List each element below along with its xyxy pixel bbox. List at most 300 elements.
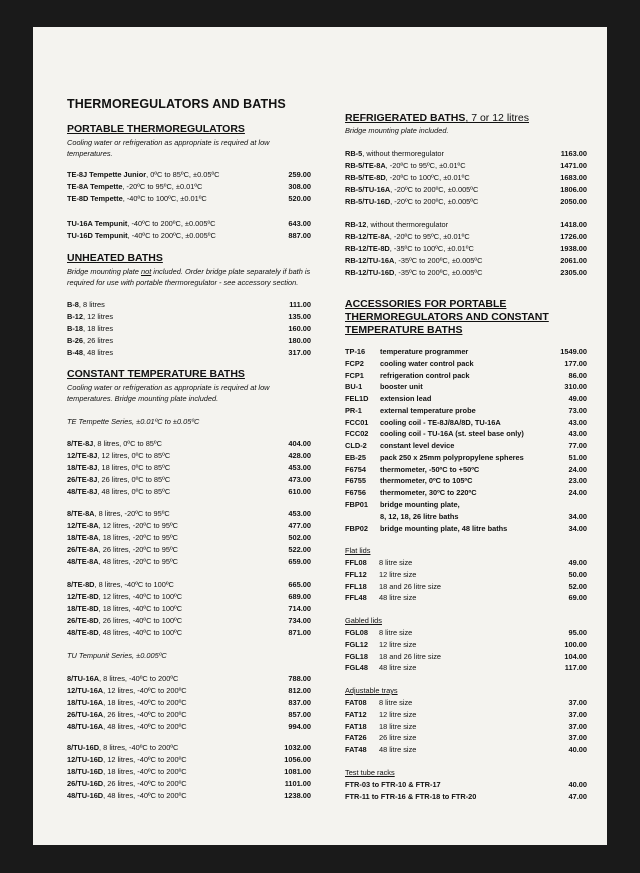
product-description: , 18 litres, -40ºC to 100ºC (98, 604, 183, 613)
product-code: 8/TE-8D (67, 580, 95, 589)
product-description: , -20ºC to 100ºC, ±0.01ºC (385, 173, 470, 182)
product-description: , 48 litres, -40ºC to 200ºC (103, 722, 187, 731)
te-series-label: TE Tempette Series, ±0.01ºC to ±0.05ºC (67, 417, 200, 426)
product-price: 52.00 (568, 581, 587, 591)
product-description: external temperature probe (380, 405, 476, 415)
product-code: 8/TE-8J (67, 439, 94, 448)
price-row (345, 196, 587, 208)
product-description: , 18 litres, 0ºC to 85ºC (97, 463, 171, 472)
product-description: , 8 litres, -40ºC to 100ºC (94, 580, 174, 589)
unheated-heading: UNHEATED BATHS (67, 252, 163, 264)
product-description: , 12 litres, -40ºC to 200ºC (103, 755, 187, 764)
portable-note: Cooling water or refrigeration as appropriate is required at low temperatures. (67, 138, 270, 158)
product-code: 8/TU-16A (67, 674, 100, 683)
product-code: FAT48 (345, 745, 367, 754)
price-row (345, 440, 587, 452)
page-title: THERMOREGULATORS AND BATHS (67, 97, 286, 111)
product-code: 18/TU-16D (67, 767, 104, 776)
price-row (67, 450, 311, 462)
product-code: FCC01 (345, 417, 369, 427)
price-row (345, 219, 587, 231)
product-code: RB-5/TE-8D (345, 173, 386, 182)
product-description: , -20ºC to 95ºC, ±0.01ºC (385, 161, 466, 170)
product-price: 1238.00 (284, 791, 311, 800)
price-row (345, 744, 587, 756)
price-row (67, 520, 311, 532)
product-code: 18/TE-8J (67, 463, 98, 472)
product-code: RB-5/TE-8A (345, 161, 386, 170)
price-row (67, 790, 311, 802)
product-description: , -35ºC to 200ºC, ±0.005ºC (394, 256, 483, 265)
price-row (345, 231, 587, 243)
product-price: 317.00 (288, 348, 311, 357)
product-price: 24.00 (568, 488, 587, 497)
price-row (345, 255, 587, 267)
product-description: 8 litre size (379, 628, 413, 637)
product-code: CLD-2 (345, 441, 367, 450)
product-code: FEL1D (345, 394, 369, 403)
product-description: cooling coil - TE-8J/8A/8D, TU-16A (380, 417, 501, 427)
product-code: TU-16A Tempunit (67, 219, 128, 228)
accessories-heading-2: THERMOREGULATORS AND CONSTANT (345, 311, 549, 323)
product-description: , 48 litres (83, 348, 114, 357)
product-code: FTR-11 to FTR-16 & FTR-18 to FTR-20 (345, 792, 477, 801)
product-description: cooling coil - TU-16A (st. steel base only) (380, 429, 524, 439)
product-price: 160.00 (288, 324, 311, 333)
price-row (67, 323, 311, 335)
price-row (67, 685, 311, 697)
price-row (67, 218, 311, 230)
price-row (67, 169, 311, 181)
product-price: 473.00 (288, 475, 311, 484)
product-code: 18/TE-8D (67, 604, 99, 613)
product-description: , 12 litres (83, 312, 114, 321)
product-price: 77.00 (568, 441, 587, 450)
product-code: 18/TE-8A (67, 533, 99, 542)
product-price: 40.00 (568, 780, 587, 789)
product-price: 259.00 (288, 170, 311, 179)
price-row (67, 778, 311, 790)
price-row (345, 475, 587, 487)
product-price: 887.00 (288, 231, 311, 240)
product-price: 95.00 (568, 628, 587, 637)
product-price: 23.00 (568, 476, 587, 486)
product-code: TE-8J Tempette Junior (67, 170, 147, 179)
product-price: 1032.00 (284, 743, 311, 752)
product-code: 12/TU-16D (67, 755, 104, 764)
product-price: 659.00 (288, 557, 311, 566)
price-row (67, 462, 311, 474)
product-description: , 26 litres (83, 336, 114, 345)
product-price: 610.00 (288, 487, 311, 496)
product-code: F6754 (345, 464, 366, 474)
product-code: TE-8D Tempette (67, 194, 123, 203)
product-price: 1683.00 (560, 173, 587, 182)
product-price: 73.00 (568, 405, 587, 415)
product-code: 26/TU-16A (67, 710, 104, 719)
product-code: B-18 (67, 324, 84, 333)
product-price: 994.00 (288, 722, 311, 731)
price-row (345, 172, 587, 184)
price-row (67, 721, 311, 733)
product-price: 1471.00 (560, 161, 587, 170)
accessory-row-fbp01: FBP01 bridge mounting plate, 8, 12, 18, 26 litre baths 34.00 (345, 500, 587, 521)
product-description: , 18 litres, -40ºC to 200ºC (103, 698, 187, 707)
price-row (67, 615, 311, 627)
product-description: 12 litre size (379, 569, 417, 579)
product-description: , 12 litres, -40ºC to 200ºC (103, 686, 187, 695)
product-description: , 8 litres, -40ºC to 200ºC (99, 674, 179, 683)
product-description: , 8 litres (78, 300, 105, 309)
product-price: 689.00 (288, 592, 311, 601)
price-row (345, 346, 587, 358)
product-description: 8 litre size (379, 698, 413, 707)
product-code: F6755 (345, 476, 366, 486)
product-description: , 48 litres, -40ºC to 100ºC (98, 628, 183, 637)
price-row (345, 697, 587, 709)
price-row (67, 532, 311, 544)
product-price: 2061.00 (560, 256, 587, 265)
price-row (345, 651, 587, 663)
gabled-lids-heading: Gabled lids (345, 616, 382, 625)
product-description: , 26 litres, -40ºC to 200ºC (103, 779, 187, 788)
price-row (67, 347, 311, 359)
product-code: FGL08 (345, 628, 368, 637)
price-row (345, 358, 587, 370)
product-description: , -35ºC to 200ºC, ±0.005ºC (394, 268, 483, 277)
price-row (67, 754, 311, 766)
product-code: F6756 (345, 488, 366, 497)
product-code: 8/TU-16D (67, 743, 100, 752)
product-description: , 0ºC to 85ºC, ±0.05ºC (146, 170, 220, 179)
product-code: 8/TE-8A (67, 509, 95, 518)
product-code: RB-12 (345, 220, 367, 229)
product-price: 453.00 (288, 509, 311, 518)
price-row (67, 556, 311, 568)
product-price: 308.00 (288, 182, 311, 191)
trays-heading: Adjustable trays (345, 686, 398, 695)
product-price: 812.00 (288, 686, 311, 695)
product-code: FTR-03 to FTR-10 & FTR-17 (345, 780, 441, 789)
product-code: PR-1 (345, 405, 362, 415)
price-row (345, 464, 587, 476)
product-description: , 26 litres, -40ºC to 100ºC (98, 616, 183, 625)
product-price: 520.00 (288, 194, 311, 203)
product-price: 86.00 (568, 370, 587, 380)
product-code: BU-1 (345, 382, 363, 392)
product-code: FAT26 (345, 733, 367, 743)
product-code: 26/TU-16D (67, 779, 104, 788)
product-price: 665.00 (288, 580, 311, 589)
product-description: , 26 litres, 0ºC to 85ºC (97, 475, 171, 484)
product-price: 69.00 (568, 593, 587, 603)
product-code: 18/TU-16A (67, 698, 104, 707)
product-code: 12/TE-8A (67, 521, 99, 530)
price-row (345, 160, 587, 172)
price-row (345, 779, 587, 791)
price-row (67, 627, 311, 639)
product-price: 1056.00 (284, 755, 311, 764)
product-price: 1101.00 (284, 779, 311, 788)
price-row (345, 381, 587, 393)
product-price: 1938.00 (560, 244, 587, 253)
product-description: cooling water control pack (380, 358, 474, 368)
product-description: , -40ºC to 200ºC, ±0.005ºC (127, 219, 216, 228)
product-code: FCP2 (345, 358, 364, 368)
price-row (67, 709, 311, 721)
product-description: thermometer, 0ºC to 105ºC (380, 476, 473, 486)
product-price: 104.00 (564, 651, 587, 661)
product-price: 871.00 (288, 628, 311, 637)
product-price: 43.00 (568, 429, 587, 439)
price-row (67, 742, 311, 754)
product-description: extension lead (380, 394, 432, 403)
product-description: , 8 litres, -20ºC to 95ºC (94, 509, 170, 518)
product-description: , 26 litres, -40ºC to 200ºC (103, 710, 187, 719)
price-row (67, 438, 311, 450)
price-row (67, 766, 311, 778)
product-price: 51.00 (568, 452, 587, 462)
constant-note: Cooling water or refrigeration as appropriate is required at low temperatures. Bridge mounting plate included. (67, 383, 270, 403)
product-code: TE-8A Tempette (67, 182, 123, 191)
product-price: 47.00 (568, 792, 587, 801)
product-price: 643.00 (288, 219, 311, 228)
price-row (67, 486, 311, 498)
price-row (345, 732, 587, 744)
price-row (67, 591, 311, 603)
product-price: 117.00 (564, 663, 587, 673)
price-row (345, 487, 587, 499)
product-price: 43.00 (568, 417, 587, 427)
price-row (67, 193, 311, 205)
product-code: B-8 (67, 300, 79, 309)
price-row (345, 592, 587, 604)
product-code: TU-16D Tempunit (67, 231, 128, 240)
product-description: , -20ºC to 200ºC, ±0.005ºC (390, 185, 479, 194)
price-row (345, 267, 587, 279)
product-price: 1163.00 (560, 149, 587, 158)
product-price: 2305.00 (560, 268, 587, 277)
product-price: 453.00 (288, 463, 311, 472)
product-code: 12/TU-16A (67, 686, 104, 695)
product-code: RB-12/TU-16A (345, 256, 395, 265)
portable-heading: PORTABLE THERMOREGULATORS (67, 123, 245, 135)
product-price: 1549.00 (560, 347, 587, 356)
price-row (67, 299, 311, 311)
product-code: RB-12/TE-8D (345, 244, 390, 253)
product-code: 48/TU-16A (67, 722, 104, 731)
product-description: , 18 litres, -40ºC to 200ºC (103, 767, 187, 776)
price-row (67, 579, 311, 591)
product-description: 12 litre size (379, 639, 417, 649)
price-row (345, 148, 587, 160)
product-description: , -20ºC to 95ºC, ±0.01ºC (389, 232, 470, 241)
product-code: FAT08 (345, 698, 367, 707)
product-price: 37.00 (568, 733, 587, 743)
price-row (67, 311, 311, 323)
product-description: 18 and 26 litre size (379, 651, 442, 661)
price-row (345, 709, 587, 721)
product-code: FGL12 (345, 639, 368, 649)
product-code: EB-25 (345, 452, 366, 462)
price-row (67, 335, 311, 347)
product-description: 48 litre size (379, 745, 417, 754)
product-code: 26/TE-8J (67, 475, 98, 484)
product-code: FCC02 (345, 429, 369, 439)
product-code: FFL08 (345, 558, 367, 567)
price-row (67, 603, 311, 615)
product-code: RB-5 (345, 149, 363, 158)
product-price: 111.00 (289, 300, 311, 309)
price-row (345, 627, 587, 639)
product-code: RB-12/TU-16D (345, 268, 395, 277)
product-description: , 18 litres, -20ºC to 95ºC (98, 533, 178, 542)
price-row (67, 544, 311, 556)
product-description: constant level device (380, 441, 455, 450)
price-row (345, 721, 587, 733)
product-price: 49.00 (568, 394, 587, 403)
product-price: 788.00 (288, 674, 311, 683)
product-code: RB-5/TU-16D (345, 197, 391, 206)
product-description: , -35ºC to 100ºC, ±0.01ºC (389, 244, 474, 253)
product-code: 48/TU-16D (67, 791, 104, 800)
product-price: 404.00 (288, 439, 311, 448)
price-row (345, 417, 587, 429)
product-description: , 8 litres, -40ºC to 200ºC (99, 743, 179, 752)
product-description: , 12 litres, 0ºC to 85ºC (97, 451, 171, 460)
accessories-heading-3: TEMPERATURE BATHS (345, 324, 463, 336)
product-price: 50.00 (568, 569, 587, 579)
price-row (67, 697, 311, 709)
product-price: 37.00 (568, 721, 587, 731)
product-price: 1081.00 (284, 767, 311, 776)
price-row (67, 673, 311, 685)
product-description: 26 litre size (379, 733, 417, 743)
product-code: 12/TE-8D (67, 592, 99, 601)
price-row (67, 181, 311, 193)
refrigerated-note: Bridge mounting plate included. (345, 126, 449, 135)
accessory-row-fbp02: FBP02 bridge mounting plate, 48 litre baths 34.00 (345, 524, 587, 533)
price-row (345, 662, 587, 674)
product-code: 26/TE-8D (67, 616, 99, 625)
product-code: B-26 (67, 336, 84, 345)
product-description: , 26 litres, -20ºC to 95ºC (98, 545, 178, 554)
product-code: FGL18 (345, 651, 368, 661)
product-description: , 48 litres, -20ºC to 95ºC (98, 557, 178, 566)
price-row (345, 569, 587, 581)
product-description: booster unit (380, 382, 423, 392)
price-row (345, 370, 587, 382)
product-price: 100.00 (564, 639, 587, 649)
product-price: 177.00 (564, 358, 587, 368)
product-code: FFL12 (345, 569, 367, 579)
product-code: B-12 (67, 312, 84, 321)
product-code: RB-5/TU-16A (345, 185, 391, 194)
product-description: temperature programmer (380, 347, 469, 356)
accessories-heading-1: ACCESSORIES FOR PORTABLE (345, 298, 507, 310)
product-code: 48/TE-8J (67, 487, 98, 496)
product-code: 48/TE-8A (67, 557, 99, 566)
product-description: , -40ºC to 200ºC, ±0.005ºC (127, 231, 216, 240)
product-description: refrigeration control pack (380, 370, 470, 380)
product-code: FGL48 (345, 663, 368, 673)
product-code: TP-16 (345, 347, 366, 356)
product-price: 1726.00 (560, 232, 587, 241)
flat-lids-heading: Flat lids (345, 546, 371, 555)
product-price: 40.00 (568, 745, 587, 754)
product-price: 37.00 (568, 709, 587, 719)
product-description: pack 250 x 25mm polypropylene spheres (380, 452, 524, 462)
product-price: 714.00 (288, 604, 311, 613)
price-row (345, 393, 587, 405)
product-price: 428.00 (288, 451, 311, 460)
refrigerated-heading: REFRIGERATED BATHS, 7 or 12 litres (345, 112, 529, 124)
product-code: 12/TE-8J (67, 451, 98, 460)
product-price: 180.00 (288, 336, 311, 345)
product-price: 24.00 (568, 464, 587, 474)
product-description: 18 litre size (379, 721, 417, 731)
product-code: B-48 (67, 348, 84, 357)
product-price: 1806.00 (560, 185, 587, 194)
product-description: , -20ºC to 200ºC, ±0.005ºC (390, 197, 479, 206)
product-price: 522.00 (288, 545, 311, 554)
racks-heading: Test tube racks (345, 768, 395, 777)
product-code: 48/TE-8D (67, 628, 99, 637)
product-description: , -20ºC to 95ºC, ±0.01ºC (122, 182, 203, 191)
price-row (345, 428, 587, 440)
product-description: 12 litre size (379, 709, 417, 719)
product-code: FFL48 (345, 593, 367, 603)
price-row (345, 243, 587, 255)
price-row (67, 508, 311, 520)
price-row (67, 230, 311, 242)
product-code: FAT18 (345, 721, 367, 731)
product-price: 49.00 (568, 558, 587, 567)
product-code: FAT12 (345, 709, 367, 719)
price-row (67, 474, 311, 486)
price-row (345, 405, 587, 417)
product-description: , 8 litres, 0ºC to 85ºC (93, 439, 162, 448)
product-description: 48 litre size (379, 663, 417, 673)
price-row (345, 581, 587, 593)
product-price: 310.00 (564, 382, 587, 392)
product-price: 1418.00 (560, 220, 587, 229)
product-description: , without thermoregulator (362, 149, 444, 158)
product-price: 837.00 (288, 698, 311, 707)
price-row (345, 791, 587, 803)
product-description: 18 and 26 litre size (379, 581, 442, 591)
constant-heading: CONSTANT TEMPERATURE BATHS (67, 368, 245, 380)
product-price: 857.00 (288, 710, 311, 719)
tu-series-label: TU Tempunit Series, ±0.005ºC (67, 651, 167, 660)
product-description: thermometer, 30ºC to 220ºC (380, 488, 477, 497)
product-description: 8 litre size (379, 558, 413, 567)
product-description: 48 litre size (379, 593, 417, 603)
product-description: , 12 litres, -20ºC to 95ºC (98, 521, 178, 530)
product-description: , 48 litres, -40ºC to 200ºC (103, 791, 187, 800)
price-row (345, 639, 587, 651)
price-row (345, 452, 587, 464)
product-code: FFL18 (345, 581, 367, 591)
product-code: RB-12/TE-8A (345, 232, 390, 241)
product-description: , -40ºC to 100ºC, ±0.01ºC (122, 194, 207, 203)
product-price: 502.00 (288, 533, 311, 542)
product-price: 734.00 (288, 616, 311, 625)
price-list-page (33, 27, 607, 845)
product-price: 135.00 (288, 312, 311, 321)
product-code: FCP1 (345, 370, 364, 380)
product-code: 26/TE-8A (67, 545, 99, 554)
